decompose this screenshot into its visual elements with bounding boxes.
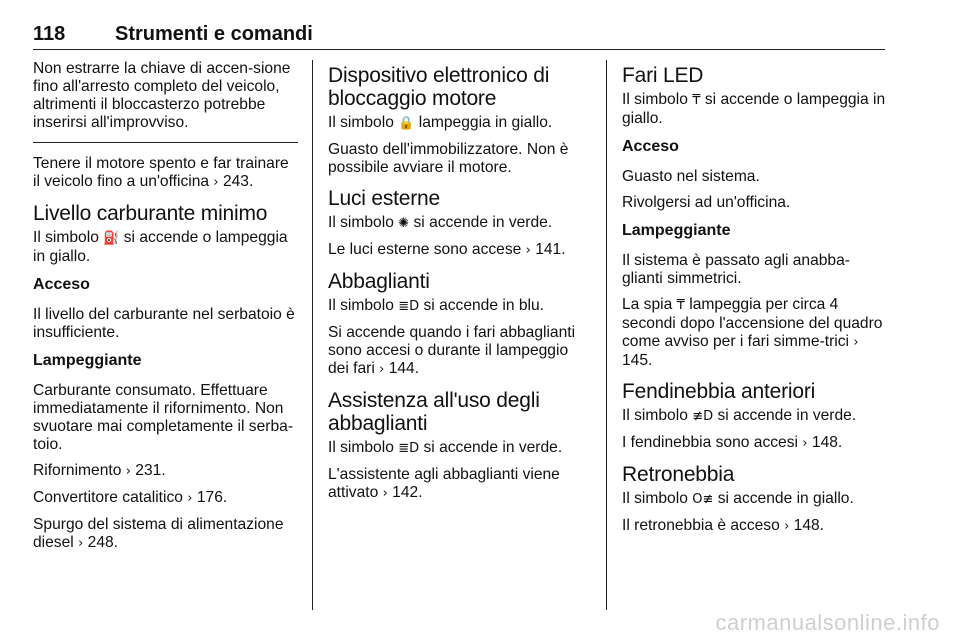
page-ref-arrow-icon: ›: [853, 335, 859, 350]
exterior-lights-icon: ✺: [398, 216, 410, 231]
page-ref-arrow-icon: ›: [784, 519, 790, 534]
page-ref-arrow-icon: ›: [213, 175, 219, 190]
paragraph: La spia ₸ lampeggia per circa 4 secondi dopo l'accensione del quadro come avviso per i fari simme-trici › 145.: [622, 296, 883, 369]
page-ref[interactable]: 176.: [196, 489, 228, 506]
page-ref[interactable]: 248.: [87, 534, 118, 551]
paragraph: Il simbolo 🔒 lampeggia in giallo.: [328, 114, 553, 131]
page-ref[interactable]: 148.: [811, 434, 843, 451]
paragraph: Carburante consumato. Effettuare immediatamente il rifornimento. Non svuotare mai completamente il serba-toio.: [33, 382, 294, 453]
paragraph: Rivolgersi ad un'officina.: [622, 194, 791, 211]
page-ref[interactable]: 141.: [535, 241, 566, 258]
page-ref-arrow-icon: ›: [125, 464, 131, 479]
subheading: Lampeggiante: [33, 352, 142, 369]
paragraph: Tenere il motore spento e far trainare il veicolo fino a un'officina › 243.: [33, 155, 289, 190]
column-divider: [606, 60, 607, 610]
section-heading: Fari LED: [622, 64, 704, 87]
page-ref[interactable]: 142.: [392, 484, 423, 501]
page-ref[interactable]: 144.: [388, 360, 420, 377]
fuel-icon: ⛽: [103, 231, 120, 246]
page-header: [33, 22, 885, 50]
page-ref-arrow-icon: ›: [382, 486, 388, 501]
paragraph: Le luci esterne sono accese › 141.: [328, 241, 566, 258]
page-ref-arrow-icon: ›: [802, 436, 808, 451]
paragraph: Guasto dell'immobilizzatore. Non è possibile avviare il motore.: [328, 141, 569, 176]
warning-text: Non estrarre la chiave di accen-sione fino all'arresto completo del veicolo, altrimenti il bloccasterzo potrebbe inserirsi all'improvviso.: [33, 60, 291, 131]
paragraph: I fendinebbia sono accesi › 148.: [622, 434, 843, 451]
paragraph: Il sistema è passato agli anabba-glianti simmetrici.: [622, 252, 850, 287]
column-2: [328, 60, 590, 511]
paragraph: Spurgo del sistema di alimentazione diesel › 248.: [33, 516, 284, 551]
paragraph: Il simbolo ≢D si accende in verde.: [622, 407, 857, 424]
paragraph: Si accende quando i fari abbaglianti sono accesi o durante il lampeggio dei fari › 144.: [328, 324, 576, 377]
subheading: Acceso: [622, 138, 679, 155]
warning-box: [33, 56, 298, 143]
section-heading: Luci esterne: [328, 187, 441, 210]
page-ref[interactable]: 243.: [222, 173, 254, 190]
front-fog-light-icon: ≢D: [692, 409, 714, 424]
paragraph: Guasto nel sistema.: [622, 168, 760, 185]
paragraph: Il simbolo ✺ si accende in verde.: [328, 214, 553, 231]
paragraph: Il simbolo ≣D si accende in blu.: [328, 297, 544, 314]
paragraph: Rifornimento › 231.: [33, 462, 166, 479]
chapter-title: Strumenti e comandi: [115, 23, 313, 45]
led-headlight-icon: ₸: [676, 298, 685, 313]
column-divider: [312, 60, 313, 610]
page-number: 118: [33, 23, 66, 45]
paragraph: Convertitore catalitico › 176.: [33, 489, 228, 506]
page-ref-arrow-icon: ›: [379, 362, 385, 377]
section-heading: Abbaglianti: [328, 270, 430, 293]
section-heading: Retronebbia: [622, 463, 735, 486]
led-headlight-icon: ₸: [692, 93, 701, 108]
high-beam-assist-icon: ≣D: [398, 441, 420, 456]
watermark: carmanualsonline.info: [715, 610, 940, 635]
paragraph: Il simbolo ≣D si accende in verde.: [328, 439, 563, 456]
section-heading: Fendinebbia anteriori: [622, 380, 816, 403]
page-ref[interactable]: 148.: [793, 517, 825, 534]
paragraph: Il simbolo ₸ si accende o lampeggia in giallo.: [622, 91, 886, 127]
section-heading: Assistenza all'uso degli abbaglianti: [328, 389, 540, 435]
subheading: Lampeggiante: [622, 222, 731, 239]
page-ref-arrow-icon: ›: [187, 491, 193, 506]
page-ref-arrow-icon: ›: [78, 536, 84, 551]
page-ref[interactable]: 231.: [135, 462, 166, 479]
subheading: Acceso: [33, 276, 90, 293]
column-3: [622, 60, 888, 544]
paragraph: Il retronebbia è acceso › 148.: [622, 517, 825, 534]
section-heading: Livello carburante minimo: [33, 202, 268, 225]
page-ref[interactable]: 145.: [622, 352, 653, 369]
paragraph: Il livello del carburante nel serbatoio è insufficiente.: [33, 306, 295, 341]
paragraph: L'assistente agli abbaglianti viene attivato › 142.: [328, 466, 560, 501]
high-beam-icon: ≣D: [398, 299, 420, 314]
section-heading: Dispositivo elettronico di bloccaggio motore: [328, 64, 550, 110]
immobilizer-icon: 🔒: [398, 116, 415, 131]
page-ref-arrow-icon: ›: [525, 243, 531, 258]
paragraph: Il simbolo ⛽ si accende o lampeggia in giallo.: [33, 229, 288, 265]
rear-fog-light-icon: O≢: [692, 492, 714, 507]
column-1: [33, 60, 298, 561]
paragraph: Il simbolo O≢ si accende in giallo.: [622, 490, 854, 507]
